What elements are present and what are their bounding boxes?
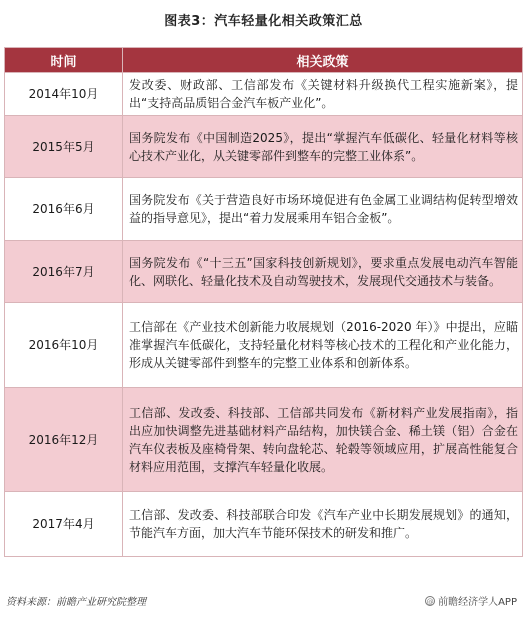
row-policy: 国务院发布《关于营造良好市场环境促进有色金属工业调结构促转型增效益的指导意见》，提出“着力发展乘用车铝合金板”。 [123,178,523,241]
row-policy: 工信部、发改委、科技部联合印发《汽车产业中长期发展规划》的通知，节能汽车方面，加大汽车节能环保技术的研发和推广。 [123,492,523,557]
row-time: 2017年4月 [5,492,123,557]
policy-table [4,47,523,557]
table-row [5,178,523,241]
row-time: 2014年10月 [5,73,123,116]
row-time: 2016年6月 [5,178,123,241]
table-row [5,492,523,557]
table-row [5,73,523,116]
source-note: 资料来源：前瞻产业研究院整理 [6,597,146,608]
row-time: 2015年5月 [5,116,123,178]
table-row [5,116,523,178]
table-row [5,303,523,388]
row-policy: 工信部在《产业技术创新能力收展规划（2016-2020 年）》中提出，应瞄准掌握汽车低碳化，支持轻量化材料等核心技术的工程化和产业化能力，形成从关键零部件到整车的完整工业体系和创新体系。 [123,303,523,388]
at-icon: @ [426,597,434,606]
table-row [5,241,523,303]
row-policy: 国务院发布《中国制造2025》，提出“掌握汽车低碳化、轻量化材料等核心技术产业化，从关键零部件到整车的完整工业体系”。 [123,116,523,178]
row-policy: 发改委、财政部、工信部发布《关键材料升级换代工程实施新案》，提出“支持高品质铝合金汽车板产业化”。 [123,73,523,116]
row-time: 2016年10月 [5,303,123,388]
row-time: 2016年7月 [5,241,123,303]
table-header-row [5,48,523,73]
credit [425,593,517,608]
credit-text: 前瞻经济学人APP [438,597,517,608]
row-time: 2016年12月 [5,388,123,492]
column-header-policy: 相关政策 [123,48,523,73]
page-title: 图表3：汽车轻量化相关政策汇总 [164,14,363,29]
column-header-time: 时间 [5,48,123,73]
table-row [5,388,523,492]
row-policy: 工信部、发改委、科技部、工信部共同发布《新材料产业发展指南》，指出应加快调整先进基础材料产品结构，加快镁合金、稀土镁（铝）合金在汽车仪表板及座椅骨架、转向盘轮芯、轮毂等领域应用，扩展高性能复合材料应用范围，支撑汽车轻量化收展。 [123,388,523,492]
row-policy: 国务院发布《“十三五”国家科技创新规划》，要求重点发展电动汽车智能化、网联化、轻量化技术及自动驾驶技术，发展现代交通技术与装备。 [123,241,523,303]
